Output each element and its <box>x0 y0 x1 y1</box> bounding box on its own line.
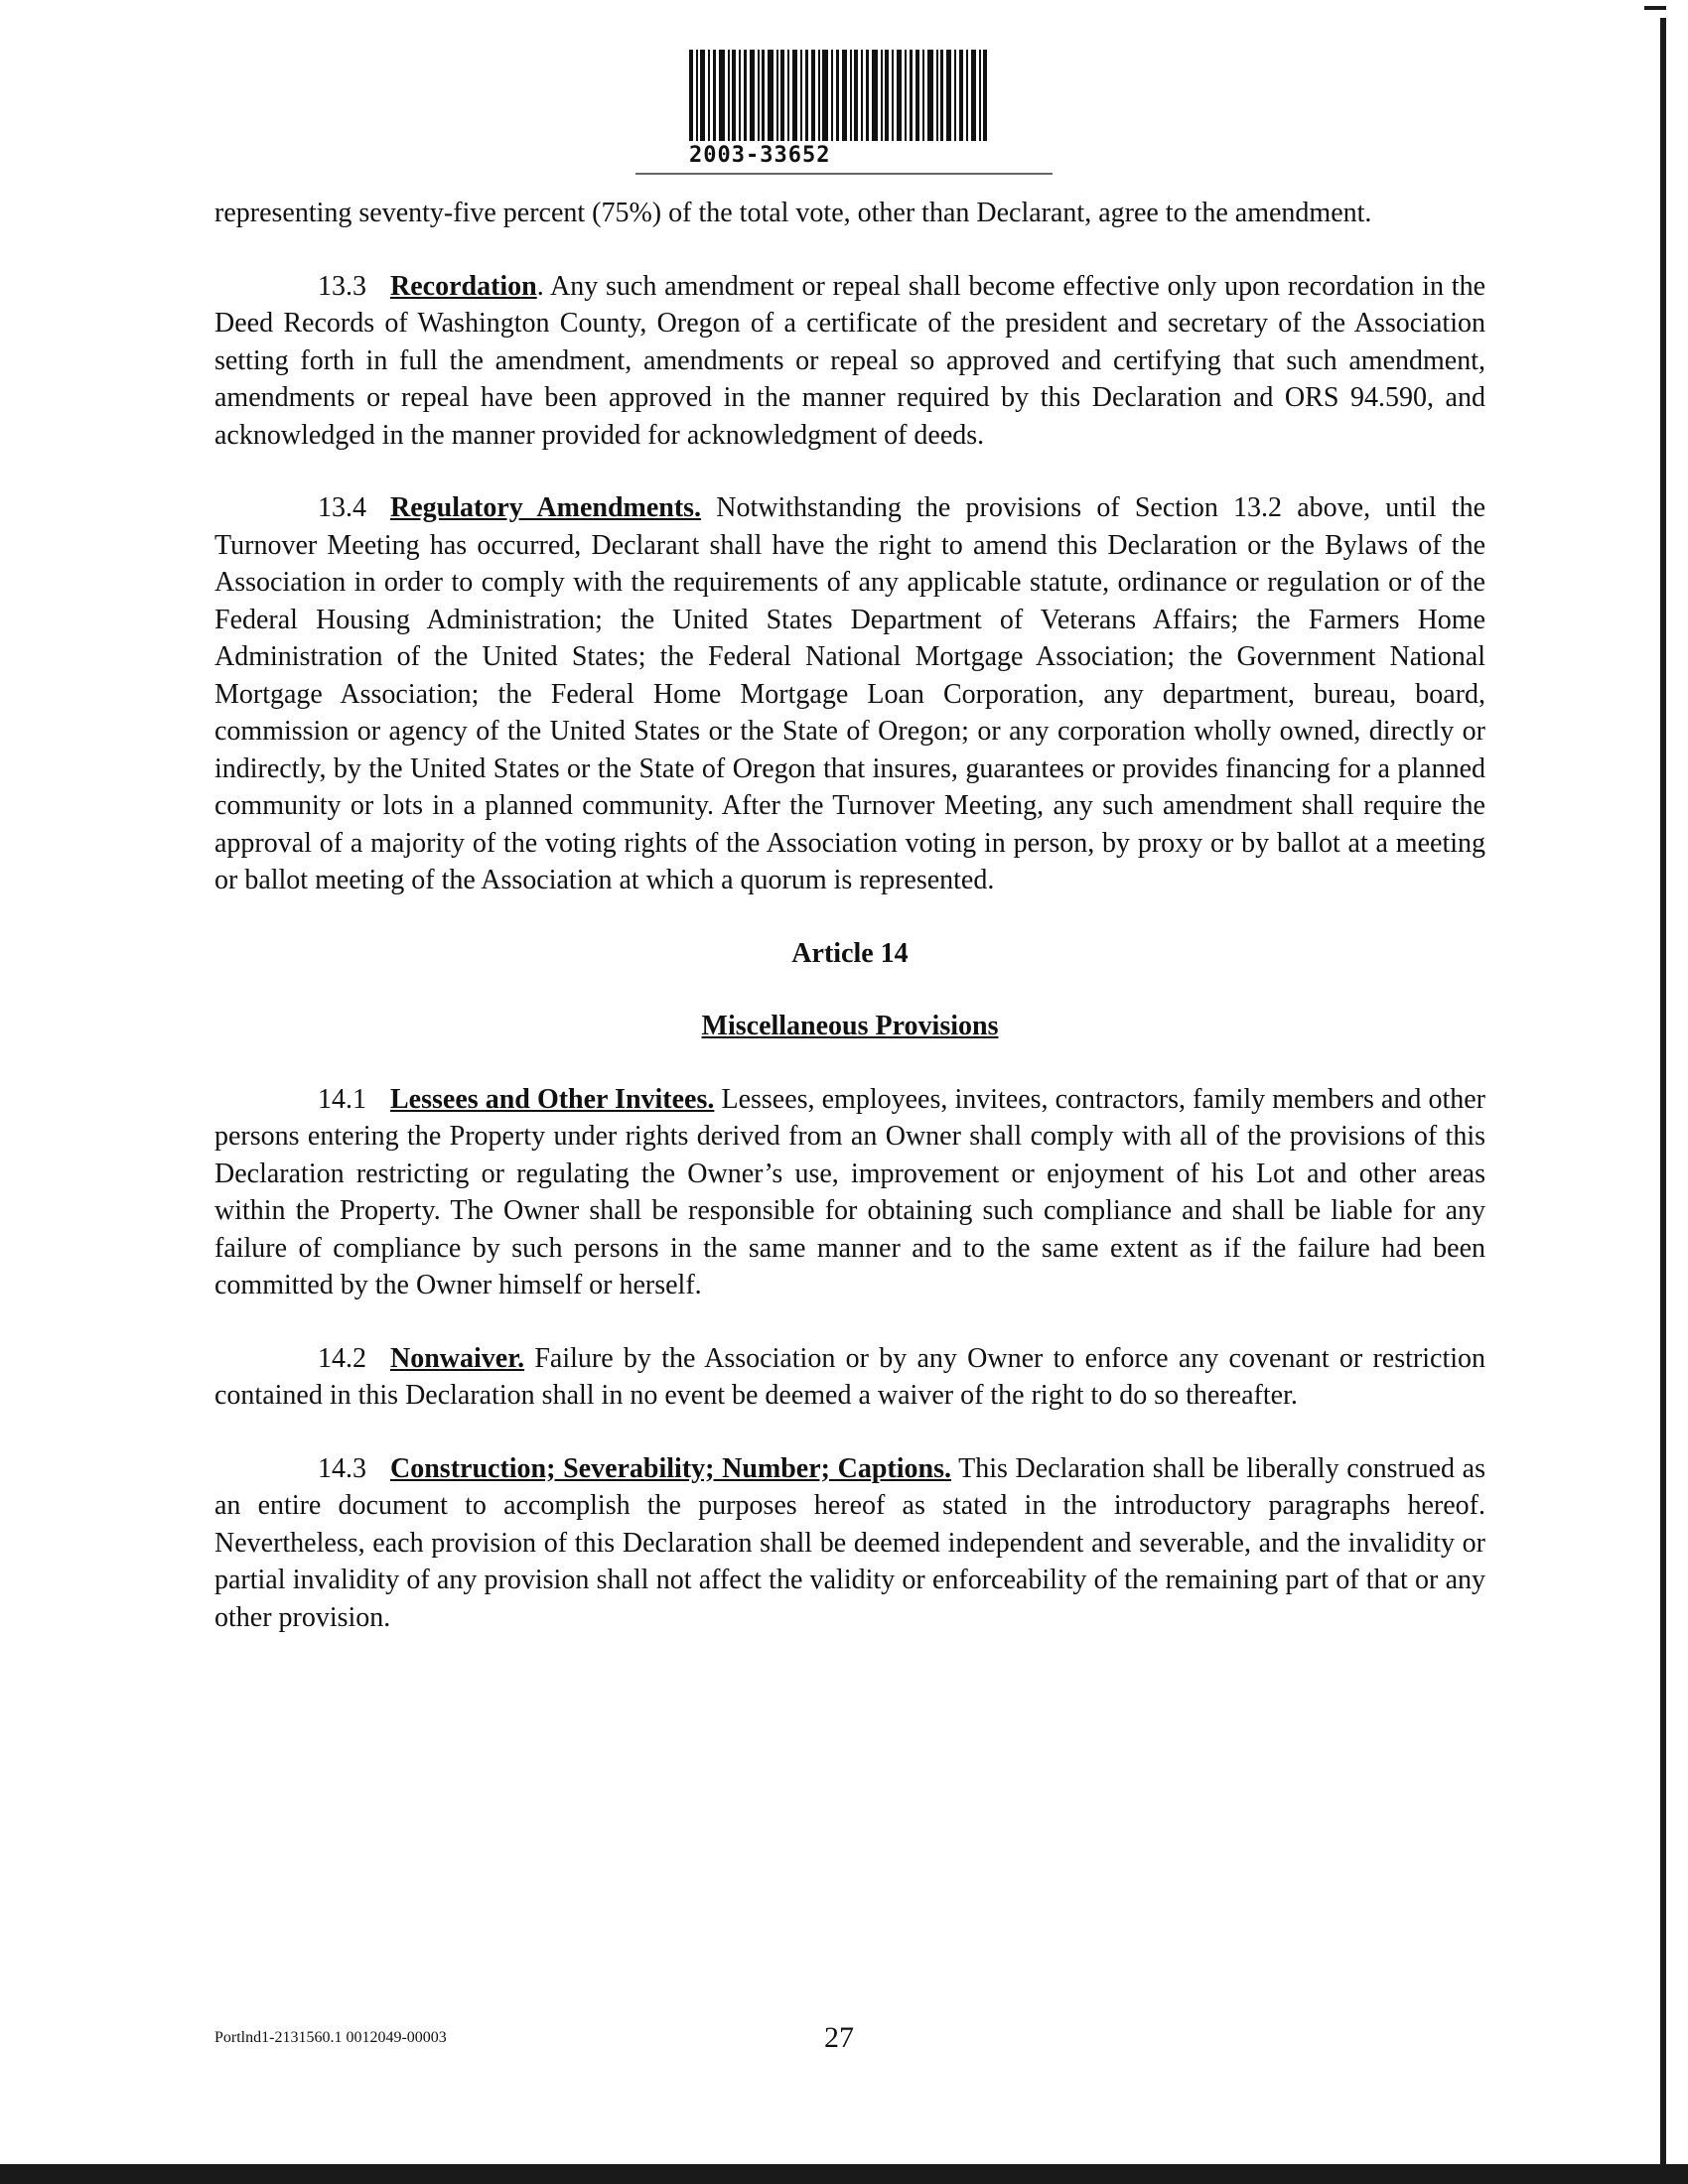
section-number: 14.1 <box>318 1083 366 1115</box>
section-number: 13.3 <box>318 270 366 302</box>
scan-edge-right <box>1660 18 1666 2172</box>
section-13-3 <box>214 268 1485 455</box>
section-14-3 <box>214 1450 1485 1637</box>
section-body: Failure by the Association or by any Owner to enforce any covenant or restriction contained in this Declaration shall in no event be deemed a waiver of the right to do so thereafter. <box>214 1342 1485 1411</box>
section-title: Regulatory Amendments. <box>390 492 702 523</box>
section-body: Notwithstanding the provisions of Section 13.2 above, until the Turnover Meeting has occurred, Declarant shall have the right to amend this Declaration or the Bylaws of the Association in order to comply with the requirements of any applicable statute, ordinance or regulation or of the Federal Housing Administration; the United States Department of Veterans Affairs; the Farmers Home Administration of the United States; the Federal National Mortgage Association; the Government National Mortgage Association; the Federal Home Mortgage Loan Corporation, any department, bureau, board, commission or agency of the United States or the State of Oregon; or any corporation wholly owned, directly or indirectly, by the United States or the State of Oregon that insures, guarantees or provides financing for a planned community or lots in a planned community. After the Turnover Meeting, any such amendment shall require the approval of a majority of the voting rights of the Association voting in person, by proxy or by ballot at a meeting or ballot meeting of the Association at which a quorum is represented. <box>214 492 1485 895</box>
section-title: Recordation <box>390 270 537 302</box>
section-body: Lessees, employees, invitees, contractors, family members and other persons entering the Property under rights derived from an Owner shall comply with all of the provisions of this Declaration restricting or regulating the Owner’s use, improvement or enjoyment of his Lot and other areas within the Property. The Owner shall be responsible for obtaining such compliance and shall be liable for any failure of compliance by such persons in the same manner and to the same extent as if the failure had been committed by the Owner himself or herself. <box>214 1083 1485 1300</box>
section-body: This Declaration shall be liberally construed as an entire document to accomplish the purposes hereof as stated in the introductory paragraphs hereof. Nevertheless, each provision of this Declaration shall be deemed independent and severable, and the invalidity or partial invalidity of any provision shall not affect the validity or enforceability of the remaining part of that or any other provision. <box>214 1452 1485 1633</box>
barcode-underline <box>635 173 1053 175</box>
section-body: Any such amendment or repeal shall become effective only upon recordation in the Deed Records of Washington County, Oregon of a certificate of the president and secretary of the Association setting forth in full the amendment, amendments or repeal so approved and certifying that such amendment, amendments or repeal have been approved in the manner required by this Declaration and ORS 94.590, and acknowledged in the manner provided for acknowledgment of deeds. <box>214 270 1485 451</box>
document-body <box>214 195 1485 1636</box>
section-title: Construction; Severability; Number; Captions. <box>390 1452 951 1484</box>
section-title: Lessees and Other Invitees. <box>390 1083 715 1115</box>
section-13-4 <box>214 489 1485 899</box>
page-edge-tick <box>1644 6 1666 10</box>
recording-number: 2003-33652 <box>689 143 831 168</box>
section-title-punct: . <box>536 270 544 302</box>
barcode <box>689 50 987 141</box>
paragraph-continuation: representing seventy-five percent (75%) of the total vote, other than Declarant, agree to the amendment. <box>214 198 1372 228</box>
footer-document-id: Portlnd1-2131560.1 0012049-00003 <box>214 2029 447 2046</box>
article-title: Miscellaneous Provisions <box>701 1011 999 1041</box>
scan-edge-bottom <box>0 2164 1688 2184</box>
section-14-1 <box>214 1081 1485 1304</box>
section-title: Nonwaiver. <box>390 1342 525 1374</box>
page-number: 27 <box>824 2021 854 2054</box>
article-heading: Article 14 <box>791 937 909 969</box>
section-number: 13.4 <box>318 492 366 523</box>
section-14-2 <box>214 1340 1485 1415</box>
section-number: 14.3 <box>318 1452 366 1484</box>
section-number: 14.2 <box>318 1342 366 1374</box>
